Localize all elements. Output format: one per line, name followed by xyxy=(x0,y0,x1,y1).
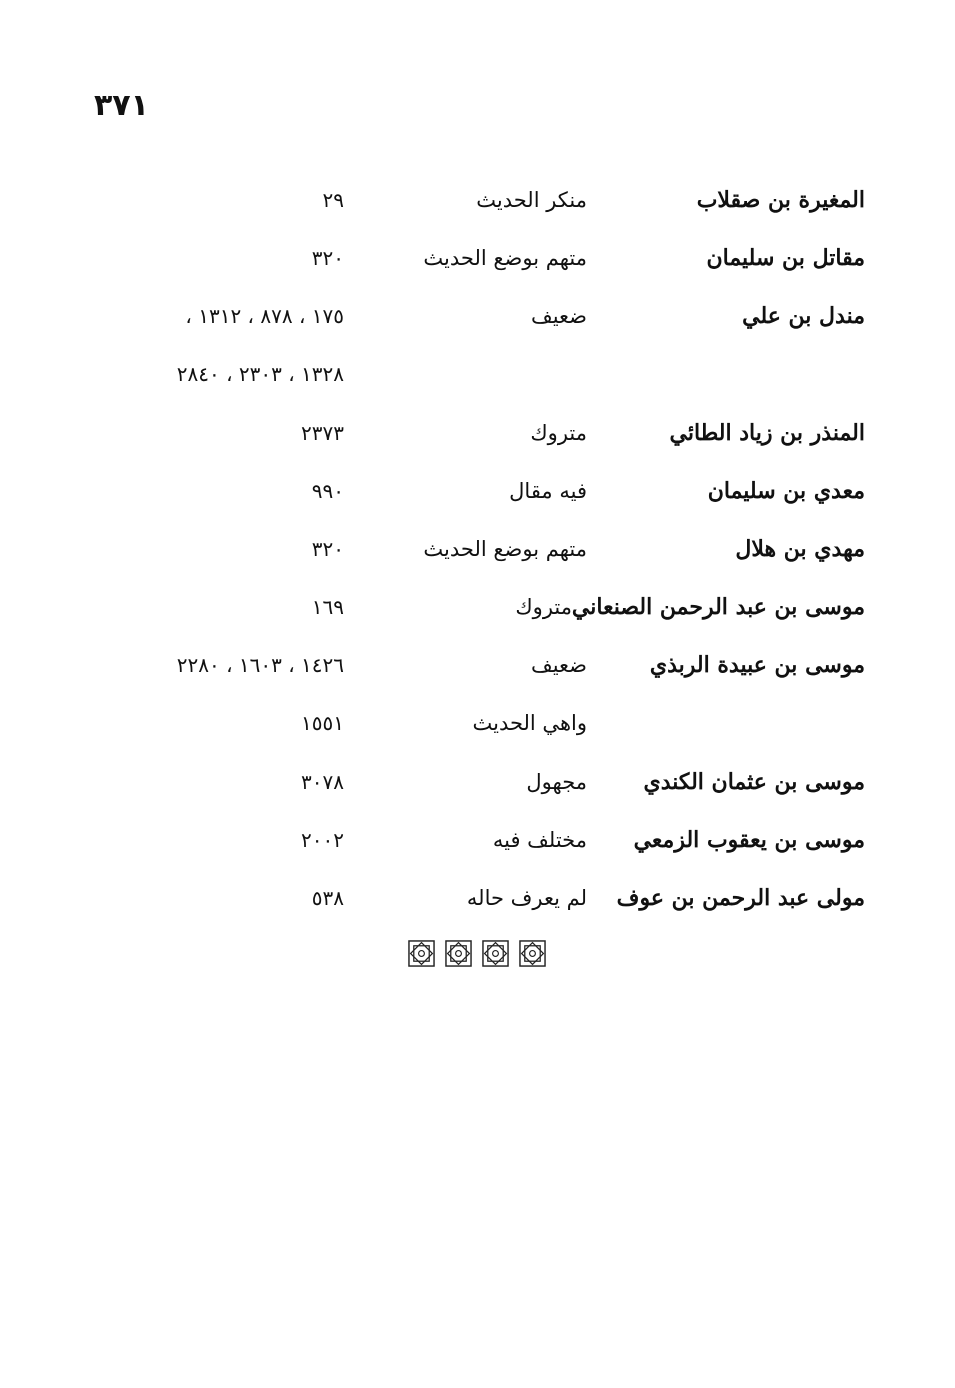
table-row xyxy=(0,471,955,511)
narrator-name: مقاتل بن سليمان xyxy=(706,245,865,271)
hadith-references: ٢٣٧٣ xyxy=(301,421,344,445)
table-row xyxy=(0,587,955,627)
hadith-references: ٣٢٠ xyxy=(311,246,344,270)
arabesque-star-ornament-icon xyxy=(408,940,435,967)
table-row xyxy=(0,238,955,278)
table-row xyxy=(0,296,955,336)
arabesque-star-ornament-icon xyxy=(519,940,546,967)
narrator-grade: فيه مقال xyxy=(509,479,587,503)
narrator-grade: متهم بوضع الحديث xyxy=(423,246,587,270)
narrator-grade: منكر الحديث xyxy=(476,188,587,212)
narrator-name: موسى بن عبد الرحمن الصنعاني xyxy=(571,594,865,620)
table-row xyxy=(0,878,955,918)
narrator-name: المغيرة بن صقلاب xyxy=(696,187,865,213)
narrator-name: موسى بن يعقوب الزمعي xyxy=(633,827,865,853)
table-row xyxy=(0,703,955,743)
narrator-grade: ضعيف xyxy=(530,304,587,328)
table-row xyxy=(0,820,955,860)
hadith-references: ٣٢٠ xyxy=(311,537,344,561)
table-row xyxy=(0,180,955,220)
narrator-name: مولى عبد الرحمن بن عوف xyxy=(616,885,865,911)
narrator-name: معدي بن سليمان xyxy=(707,478,865,504)
narrator-name: مهدي بن هلال xyxy=(735,536,865,562)
narrator-grade: متروك xyxy=(515,595,572,619)
narrator-name: موسى بن عثمان الكندي xyxy=(643,769,865,795)
narrator-grade: لم يعرف حاله xyxy=(466,886,587,910)
hadith-references: ٣٠٧٨ xyxy=(301,770,344,794)
table-row xyxy=(0,413,955,453)
narrator-name: موسى بن عبيدة الربذي xyxy=(649,652,865,678)
arabesque-star-ornament-icon xyxy=(482,940,509,967)
hadith-references: ١٣٢٨ ، ٢٣٠٣ ، ٢٨٤٠ xyxy=(176,362,344,386)
hadith-references: ٩٩٠ xyxy=(311,479,344,503)
narrator-grade: مجهول xyxy=(526,770,587,794)
hadith-references: ١٦٩ xyxy=(311,595,344,619)
narrator-grade: واهي الحديث xyxy=(472,711,587,735)
hadith-references: ١٧٥ ، ٨٧٨ ، ١٣١٢ ، xyxy=(185,304,344,328)
table-row xyxy=(0,529,955,569)
section-end-ornaments xyxy=(408,940,546,974)
arabesque-star-ornament-icon xyxy=(445,940,472,967)
hadith-references: ٥٣٨ xyxy=(311,886,344,910)
narrator-name: المنذر بن زياد الطائي xyxy=(669,420,865,446)
hadith-references: ١٥٥١ xyxy=(301,711,344,735)
table-row xyxy=(0,762,955,802)
hadith-references: ٢٩ xyxy=(322,188,344,212)
narrator-grade: متروك xyxy=(530,421,587,445)
table-row xyxy=(0,645,955,685)
narrator-name: مندل بن علي xyxy=(742,303,865,329)
hadith-references: ١٤٢٦ ، ١٦٠٣ ، ٢٢٨٠ xyxy=(176,653,344,677)
page-number: ٣٧١ xyxy=(94,88,149,123)
narrator-grade: ضعيف xyxy=(530,653,587,677)
narrator-grade: مختلف فيه xyxy=(492,828,587,852)
hadith-references: ٢٠٠٢ xyxy=(301,828,344,852)
table-row xyxy=(0,354,955,394)
narrator-grade: متهم بوضع الحديث xyxy=(423,537,587,561)
